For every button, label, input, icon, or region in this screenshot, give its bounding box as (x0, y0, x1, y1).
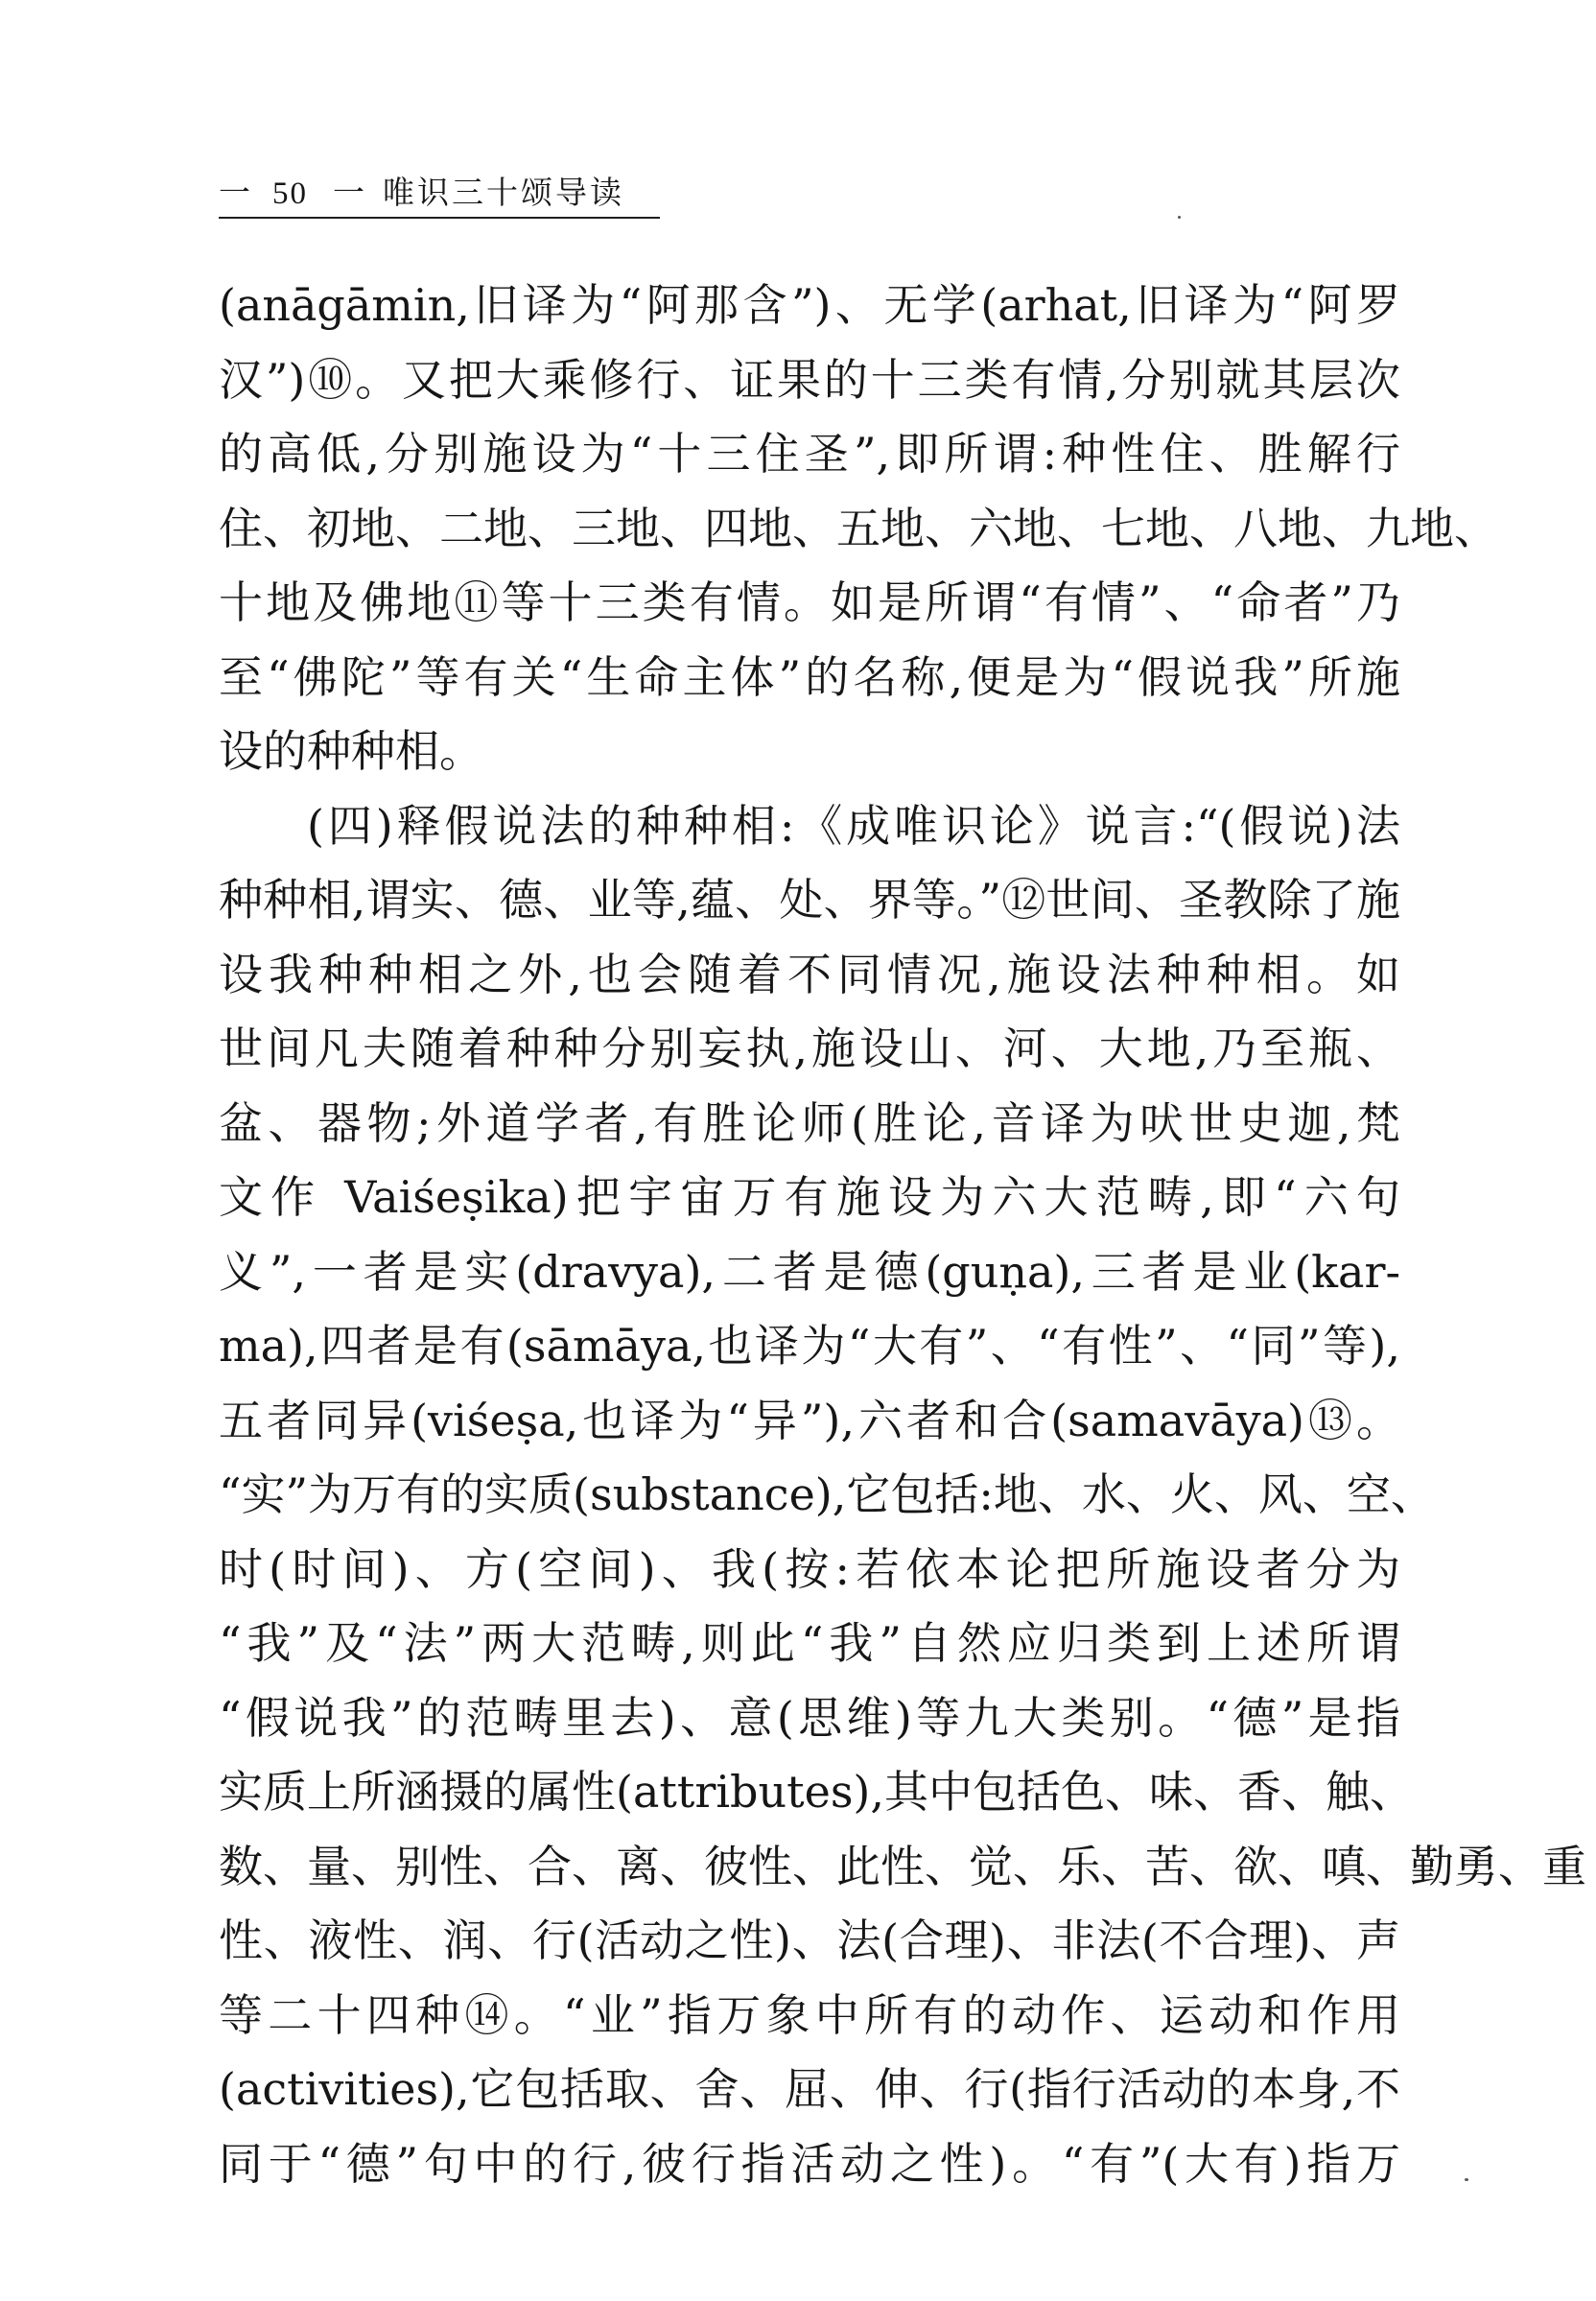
scan-speck (1178, 216, 1181, 219)
text-line: “实”为万有的实质(substance),它包括:地、水、火、风、空、 (219, 1468, 1435, 1520)
text-line: 盆、器物;外道学者,有胜论师(胜论,音译为吠世史迦,梵 (219, 1096, 1400, 1149)
header-rule (219, 217, 660, 219)
text-line: 种种相,谓实、德、业等,蕴、处、界等。”⑫世间、圣教除了施 (219, 874, 1400, 926)
text-line: 义”,一者是实(dravya),二者是德(guṇa),三者是业(kar- (219, 1245, 1400, 1298)
text-line: 设我种种相之外,也会随着不同情况,施设法种种相。如 (219, 948, 1400, 1000)
text-line: 至“佛陀”等有关“生命主体”的名称,便是为“假说我”所施 (219, 650, 1400, 703)
text-line: 同于“德”句中的行,彼行指活动之性)。“有”(大有)指万 (219, 2137, 1400, 2190)
text-line: (四)释假说法的种种相:《成唯识论》说言:“(假说)法 (307, 799, 1400, 852)
text-line: (activities),它包括取、舍、屈、伸、行(指行活动的本身,不 (219, 2063, 1400, 2115)
running-header (219, 171, 660, 215)
text-line: 性、液性、润、行(活动之性)、法(合理)、非法(不合理)、声 (219, 1914, 1400, 1966)
text-line: “我”及“法”两大范畴,则此“我”自然应归类到上述所谓 (219, 1617, 1400, 1669)
text-line: 文作 Vaiśeṣika)把宇宙万有施设为六大范畴,即“六句 (219, 1171, 1400, 1223)
scan-speck (1465, 2178, 1468, 2181)
text-line: 住、初地、二地、三地、四地、五地、六地、七地、八地、九地、 (219, 502, 1498, 554)
header-dash-left: 一 (219, 174, 252, 211)
text-line: 的高低,分别施设为“十三住圣”,即所谓:种性住、胜解行 (219, 428, 1400, 480)
text-line: 世间凡夫随着种种分别妄执,施设山、河、大地,乃至瓶、 (219, 1022, 1400, 1074)
text-line: 汉”)⑩。又把大乘修行、证果的十三类有情,分别就其层次 (219, 353, 1400, 406)
text-line: “假说我”的范畴里去)、意(思维)等九大类别。“德”是指 (219, 1691, 1400, 1744)
page-number: 50 (272, 176, 308, 211)
text-line: 数、量、别性、合、离、彼性、此性、觉、乐、苦、欲、嗔、勤勇、重 (219, 1840, 1586, 1892)
text-line: 设的种种相。 (219, 725, 483, 777)
text-line: 时(时间)、方(空间)、我(按:若依本论把所施设者分为 (219, 1542, 1400, 1595)
text-line: ma),四者是有(sāmāya,也译为“大有”、“有性”、“同”等), (219, 1320, 1400, 1372)
body-text (219, 269, 1586, 2201)
book-title: 唯识三十颂导读 (383, 174, 624, 211)
text-line: 实质上所涵摄的属性(attributes),其中包括色、味、香、触、 (219, 1766, 1414, 1818)
text-line: 五者同异(viśeṣa,也译为“异”),六者和合(samavāya)⑬。 (219, 1394, 1400, 1446)
text-line: 十地及佛地⑪等十三类有情。如是所谓“有情”、“命者”乃 (219, 576, 1400, 628)
header-dash-right: 一 (333, 174, 366, 211)
text-line: 等二十四种⑭。“业”指万象中所有的动作、运动和作用 (219, 1988, 1400, 2041)
text-line: (anāgāmin,旧译为“阿那含”)、无学(arhat,旧译为“阿罗 (219, 279, 1400, 331)
